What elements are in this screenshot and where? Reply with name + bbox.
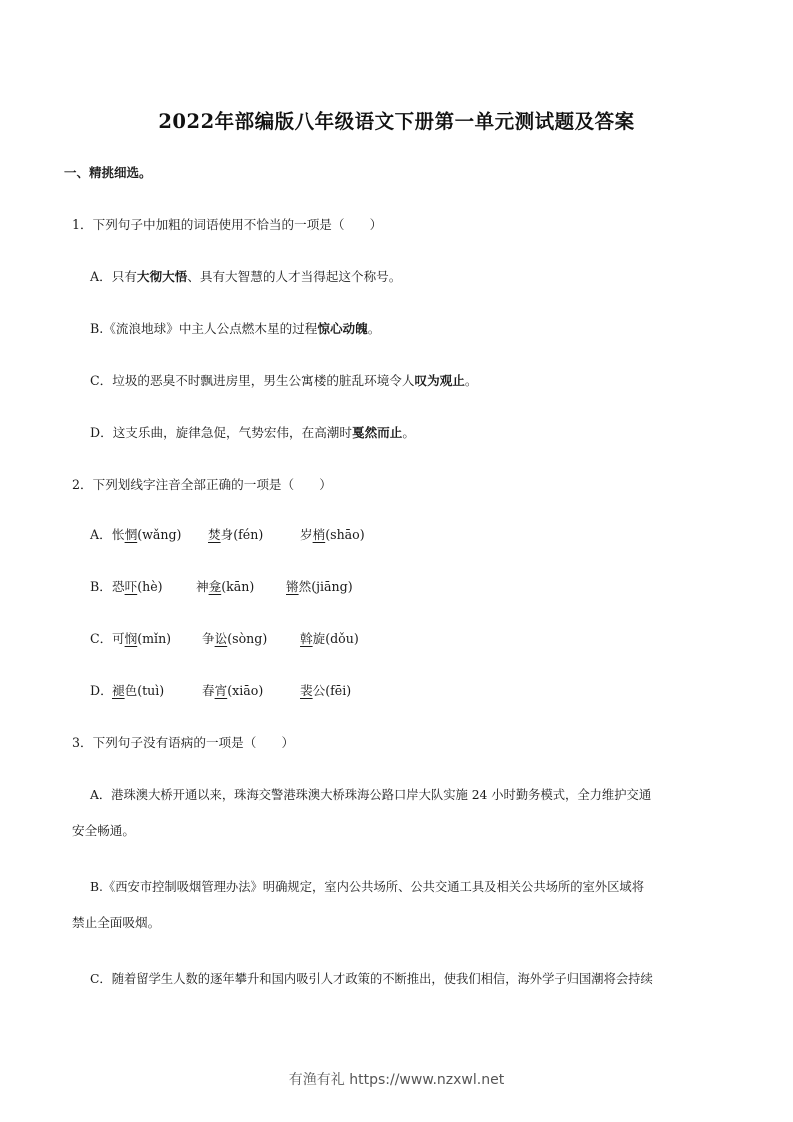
question-2-option-c <box>90 630 359 648</box>
pinyin-item: 斡旋(dǒu) <box>300 631 359 646</box>
option-text: 。 <box>402 425 415 440</box>
question-1-option-b <box>90 320 380 338</box>
pinyin-item: 春宵(xiāo) <box>202 683 264 698</box>
pinyin-item: 争讼(sòng) <box>202 631 268 646</box>
option-label: B. <box>90 321 104 336</box>
option-text: 。 <box>464 373 478 388</box>
option-label: A． <box>90 269 112 284</box>
question-1-option-a <box>90 268 401 286</box>
page-title: 2022年部编版八年级语文下册第一单元测试题及答案 <box>158 110 635 133</box>
option-label: C． <box>90 631 113 646</box>
option-text: 《流浪地球》中主人公点燃木星的过程 <box>103 321 318 336</box>
pinyin-item: 裴公(fēi) <box>300 683 352 698</box>
question-3-option-c-line1: C．随着留学生人数的逐年攀升和国内吸引人才政策的不断推出，使我们相信，海外学子归国潮将会持续 <box>90 972 653 986</box>
bold-phrase: 叹为观止 <box>414 373 465 388</box>
bold-phrase: 大彻大悟 <box>136 269 188 284</box>
bold-phrase: 戛然而止 <box>351 425 403 440</box>
question-3-option-b-line2: 禁止全面吸烟。 <box>72 915 161 930</box>
question-1-option-c <box>90 372 477 390</box>
option-label: A． <box>90 527 112 542</box>
option-label: B． <box>90 579 112 594</box>
question-3-option-a-line1: A．港珠澳大桥开通以来，珠海交警港珠澳大桥珠海公路口岸大队实施 24 小时勤务模式，全力维护交通 <box>90 788 652 802</box>
option-label: D． <box>90 683 113 698</box>
question-3-option-b-line1: B.《西安市控制吸烟管理办法》明确规定，室内公共场所、公共交通工具及相关公共场所的室外区域将 <box>90 880 645 894</box>
option-text: 这支乐曲，旋律急促，气势宏伟，在高潮时 <box>112 425 352 440</box>
pinyin-item: 褪色(tuì) <box>112 683 165 698</box>
pinyin-item: 焚身(fén) <box>208 527 264 542</box>
option-label: D． <box>90 425 113 440</box>
option-label: C． <box>90 373 113 388</box>
bold-phrase: 惊心动魄 <box>317 321 368 336</box>
question-2-option-a <box>90 526 365 544</box>
question-1-stem: 1．下列句子中加粗的词语使用不恰当的一项是（ ） <box>72 217 383 232</box>
footer-watermark: 有渔有礼 https://www.nzxwl.net <box>288 1072 505 1088</box>
question-2-stem: 2．下列划线字注音全部正确的一项是（ ） <box>72 477 332 492</box>
pinyin-item: 怅惘(wǎng) <box>112 527 182 542</box>
option-text: 只有 <box>111 269 137 284</box>
option-text: 、具有大智慧的人才当得起这个称号。 <box>187 269 402 284</box>
pinyin-item: 神龛(kān) <box>196 579 255 594</box>
question-3-stem: 3．下列句子没有语病的一项是（ ） <box>72 735 295 750</box>
question-1-option-d <box>90 424 415 442</box>
question-2-option-b <box>90 578 353 596</box>
option-text: 垃圾的恶臭不时飘进房里，男生公寓楼的脏乱环境令人 <box>112 373 415 388</box>
pinyin-item: 可悯(mǐn) <box>112 631 172 646</box>
question-3-option-a-line2: 安全畅通。 <box>72 823 135 838</box>
pinyin-item: 岁梢(shāo) <box>300 527 365 542</box>
pinyin-item: 恐吓(hè) <box>112 579 163 594</box>
section-heading: 一、精挑细选。 <box>64 165 152 180</box>
question-2-option-d <box>90 682 352 700</box>
pinyin-item: 锵然(jiāng) <box>286 579 353 594</box>
option-text: 。 <box>367 321 381 336</box>
